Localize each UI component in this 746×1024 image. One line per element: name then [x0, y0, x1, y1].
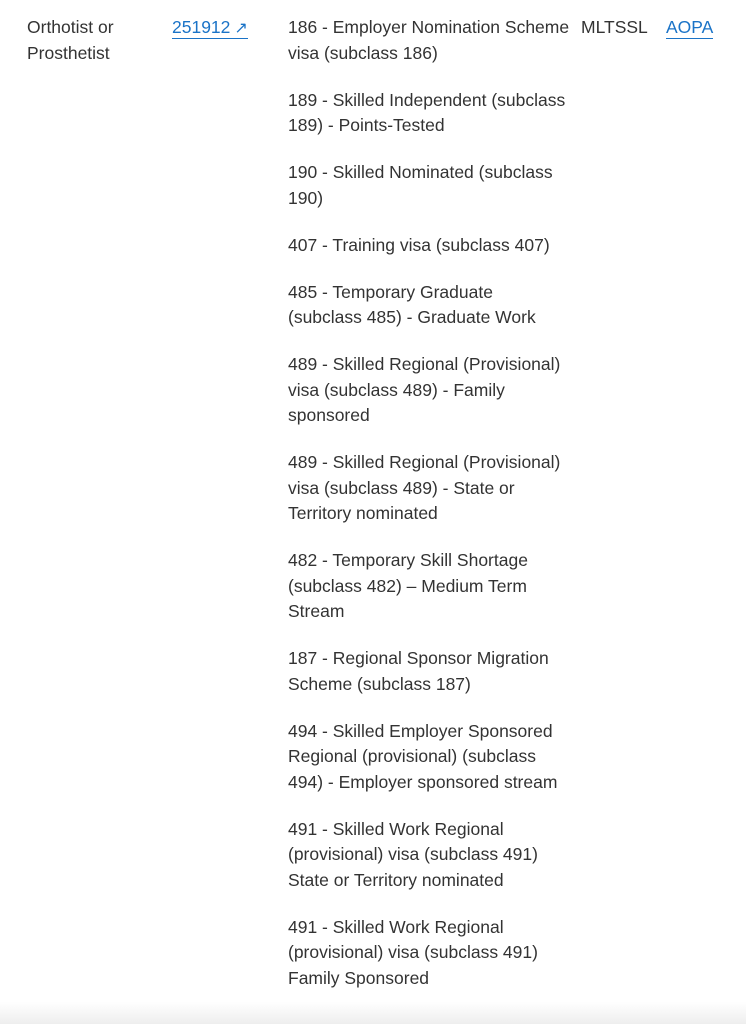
- occupation-name: Orthotist or Prosthetist: [27, 17, 114, 63]
- visa-item: 489 - Skilled Regional (Provisional) visa (subclass 489) - Family sponsored: [288, 354, 561, 425]
- external-link-arrow-icon: ↗: [234, 20, 248, 37]
- anzsco-code-cell: [172, 15, 248, 42]
- visa-item: 186 - Employer Nomination Scheme visa (subclass 186): [288, 17, 570, 63]
- skill-list-name: MLTSSL: [581, 17, 648, 37]
- visa-list: [288, 15, 570, 1013]
- visa-item: 482 - Temporary Skill Shortage (subclass 482) – Medium Term Stream: [288, 550, 528, 621]
- visa-item: 494 - Skilled Employer Sponsored Regional (provisional) (subclass 494) - Employer sponsored stream: [288, 720, 558, 792]
- visa-item: 407 - Training visa (subclass 407): [288, 234, 550, 255]
- bottom-fade-divider: [0, 1002, 746, 1024]
- assessing-authority-link[interactable]: AOPA: [666, 17, 714, 37]
- visa-item: 489 - Skilled Regional (Provisional) visa (subclass 489) - State or Territory nominated: [288, 452, 561, 523]
- visa-item: 189 - Skilled Independent (subclass 189) - Points-Tested: [288, 89, 566, 135]
- anzsco-code-text: 251912: [172, 17, 231, 37]
- anzsco-code-link[interactable]: [172, 17, 248, 39]
- visa-item: 190 - Skilled Nominated (subclass 190): [288, 162, 553, 208]
- visa-item: 491 - Skilled Work Regional (provisional) visa (subclass 491) Family Sponsored: [288, 916, 538, 988]
- visa-item: 491 - Skilled Work Regional (provisional) visa (subclass 491) State or Territory nominated: [288, 818, 538, 890]
- visa-item: 485 - Temporary Graduate (subclass 485) - Graduate Work: [288, 281, 536, 327]
- assessing-authority-cell: [666, 15, 713, 41]
- visa-item: 187 - Regional Sponsor Migration Scheme (subclass 187): [288, 648, 549, 694]
